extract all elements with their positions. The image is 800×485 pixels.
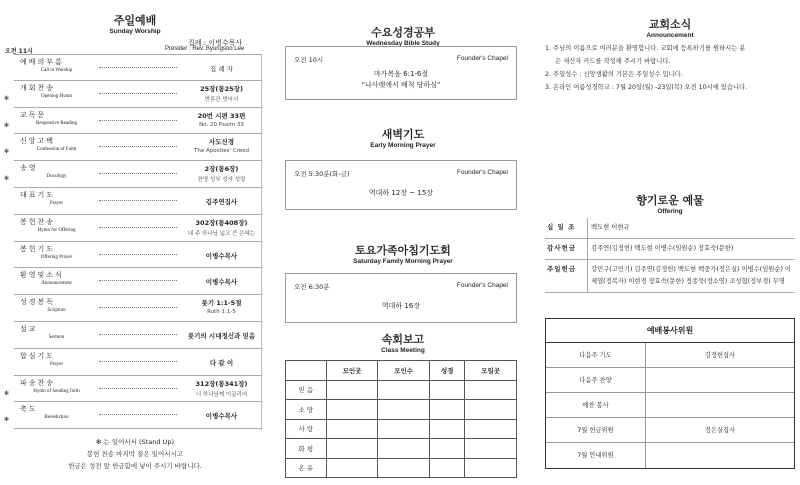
dawn-title: 새벽기도 — [381, 128, 425, 141]
table-header-cell: 모일곳 — [465, 361, 517, 381]
class-name: 믿 음 — [286, 380, 327, 400]
order-item-detail: 25장(통25장) — [200, 84, 243, 93]
order-item-ko: 합심기도 — [20, 351, 56, 360]
stand-up-mark: ✻ — [4, 389, 10, 397]
table-cell — [326, 400, 378, 420]
offering-header — [540, 192, 800, 215]
table-cell — [429, 439, 464, 459]
order-row — [14, 54, 262, 81]
order-item-ko: 개회찬송 — [20, 83, 56, 92]
volunteer-role: 7월 안내위원 — [546, 443, 646, 468]
order-row — [4, 134, 262, 161]
order-item-subdetail: 내 주 하나님 넓고 큰 은혜는 — [187, 230, 256, 237]
order-item-person: 다 같 이 — [209, 358, 234, 367]
table-cell — [378, 400, 430, 420]
order-item-en: Announcement — [41, 281, 72, 287]
saturday-box — [285, 273, 517, 323]
order-row — [14, 215, 262, 242]
table-cell — [378, 458, 430, 478]
sunday-worship-section — [0, 0, 270, 485]
stand-up-mark: ✻ — [4, 121, 10, 129]
order-item-en: Prayer — [49, 200, 64, 206]
table-cell — [378, 380, 430, 400]
table-cell — [465, 439, 517, 459]
order-item-ko: 성경봉독 — [20, 298, 56, 307]
order-item-subdetail: No. 20 Psalm 33 — [199, 121, 244, 128]
table-row — [286, 458, 517, 478]
order-item-person: 이병수목사 — [205, 251, 238, 260]
order-row — [14, 349, 262, 376]
order-row — [14, 242, 262, 269]
offering-row — [545, 218, 795, 239]
order-item-en: Hymn for Offering — [37, 227, 76, 233]
order-item-detail: 사도신경 — [208, 138, 235, 147]
order-item-ko: 파송찬송 — [20, 378, 56, 387]
order-item-detail: 룻기 1:1-5절 — [201, 299, 242, 308]
table-cell — [465, 419, 517, 439]
dotted-leader — [99, 120, 177, 121]
table-header-row — [286, 361, 517, 381]
table-cell — [378, 439, 430, 459]
order-row — [4, 161, 262, 188]
order-item-person: 이병수목사 — [205, 412, 238, 421]
saturday-subtitle: Saturday Family Morning Prayer — [353, 258, 453, 265]
dotted-leader — [99, 361, 177, 362]
dawn-time: 오전 5:30분(화-금) — [294, 170, 350, 178]
volunteer-role: 다음주 찬양 — [546, 368, 646, 392]
dotted-leader — [99, 227, 177, 228]
offering-label: 십 일 조 — [547, 223, 576, 231]
news-item: 은 새신자 카드를 작성해 주시기 바랍니다. — [555, 58, 671, 65]
news-list — [545, 42, 790, 94]
offering-row — [545, 239, 795, 260]
order-row — [14, 268, 262, 295]
order-item-subdetail: 찬양 성부 성자 성령 — [197, 177, 246, 184]
dotted-leader — [99, 388, 177, 389]
table-cell — [326, 458, 378, 478]
dotted-leader — [99, 307, 177, 308]
dotted-leader — [99, 414, 177, 415]
stand-up-mark: ✻ — [4, 94, 10, 102]
dotted-leader — [99, 173, 177, 174]
order-item-en: Hymn of Sending forth — [33, 388, 80, 394]
wednesday-title: 수요성경공부 — [371, 26, 435, 39]
order-item-ko: 예배의부름 — [20, 58, 64, 66]
dotted-leader — [99, 280, 177, 281]
offering-names: 백도현 이현규 — [587, 218, 795, 238]
order-item-subdetail: 너 하나님께 이끌리어 — [195, 391, 248, 398]
stand-up-mark: ✻ — [4, 175, 10, 183]
table-cell — [465, 458, 517, 478]
table-cell — [429, 400, 464, 420]
offering-note-1: 봉헌 찬송 마지막 절은 일어서시고 — [86, 450, 184, 458]
table-cell — [429, 419, 464, 439]
order-item-ko: 송영 — [20, 164, 38, 173]
dawn-subtitle: Early Morning Prayer — [370, 142, 436, 149]
news-title: 교회소식 — [648, 18, 692, 31]
class-meeting-table — [285, 360, 517, 478]
order-item-en: Confession of Faith — [36, 147, 77, 153]
dotted-leader — [99, 67, 177, 68]
order-item-en: Scripture — [47, 308, 66, 314]
order-item-detail: 20번 시편 33편 — [197, 111, 246, 120]
volunteer-name: 김정헌집사 — [704, 352, 736, 359]
worship-leader: 집례 : 이병수목사 — [188, 39, 243, 47]
order-row — [14, 295, 262, 322]
news-offering-section — [540, 0, 800, 485]
order-item-subdetail: 면류관 벗어서 — [204, 96, 239, 103]
dotted-leader — [99, 200, 177, 201]
table-row — [286, 439, 517, 459]
dawn-header — [283, 126, 523, 149]
order-item-en: Opening Hymn — [41, 93, 72, 99]
offering-note-2: 헌금은 성전 앞 헌금함에 넣어 주시기 바랍니다. — [68, 462, 202, 470]
table-row — [286, 400, 517, 420]
worship-presider: Presider : Rev. Byungsoo Lee — [165, 46, 245, 52]
table-header-cell — [286, 361, 327, 381]
order-item-detail: 312장(통341장) — [195, 379, 248, 388]
saturday-header — [283, 242, 523, 265]
order-item-person: 집 례 자 — [210, 65, 233, 73]
order-item-person: 김주연집사 — [205, 197, 238, 206]
volunteer-name — [646, 443, 794, 468]
table-row — [286, 380, 517, 400]
dotted-leader — [99, 254, 177, 255]
order-row — [4, 108, 262, 135]
wednesday-box — [285, 46, 517, 100]
offering-names: 강민구(고민기) 김주연(김정헌) 백도현 백중가(정은실) 이병수(임원순) 이제엽(정복자) 이현경 장효숙(문한) 정종묵(정소영) 조성협(정부경) 무명 — [587, 260, 795, 292]
order-item-en: Doxology — [46, 174, 67, 180]
order-row — [4, 402, 262, 429]
order-of-worship — [4, 54, 262, 429]
order-item-person: 룻기의 시대정신과 믿음 — [187, 331, 256, 340]
meeting-title: 속회보고 — [381, 333, 425, 346]
order-item-ko: 축도 — [20, 405, 38, 414]
order-row — [14, 322, 262, 349]
order-row — [14, 188, 262, 215]
dawn-passage: 역대하 12장 ~ 15장 — [368, 189, 434, 197]
table-cell — [326, 380, 378, 400]
news-header — [540, 16, 800, 39]
order-item-ko: 설교 — [20, 324, 38, 333]
meeting-header — [283, 331, 523, 354]
wednesday-passage: 마가복음 6:1-6절 — [373, 70, 429, 78]
table-cell — [465, 400, 517, 420]
news-item: 3. 온라인 여름성경학교 : 7월 20일(월) -23일(목) 오전 10시에 있습니다. — [545, 84, 748, 91]
offering-row — [545, 260, 795, 293]
table-cell — [378, 419, 430, 439]
order-item-ko: 교독문 — [20, 110, 47, 119]
order-item-en: Benediction — [44, 415, 69, 421]
order-item-detail: 302장(통408장) — [195, 218, 248, 227]
sunday-worship-subtitle: Sunday Worship — [109, 28, 161, 35]
meeting-subtitle: Class Meeting — [381, 347, 425, 354]
table-cell — [465, 380, 517, 400]
dotted-leader — [99, 334, 177, 335]
news-subtitle: Announcement — [646, 32, 694, 39]
order-item-en: Sermon — [48, 334, 65, 340]
table-cell — [326, 439, 378, 459]
order-item-en: Call to Worship — [40, 68, 73, 73]
order-item-ko: 봉헌찬송 — [20, 217, 56, 226]
wednesday-place: Founder's Chapel — [456, 55, 508, 62]
wednesday-header — [283, 24, 523, 47]
offering-title: 향기로운 예물 — [636, 194, 704, 207]
table-header-cell: 모인수 — [378, 361, 430, 381]
dotted-leader — [99, 93, 177, 94]
order-item-person: 이병수목사 — [205, 278, 238, 287]
wednesday-sermon-title: "나사렛에서 배척 당하심" — [361, 81, 441, 89]
order-item-ko: 환영및소식 — [20, 271, 64, 280]
dawn-place: Founder's Chapel — [456, 169, 508, 176]
volunteer-row — [546, 368, 794, 393]
volunteer-row — [546, 393, 794, 418]
order-item-ko: 봉헌기도 — [20, 244, 56, 253]
order-item-en: Prayer — [49, 361, 64, 367]
order-item-ko: 신앙고백 — [20, 137, 56, 146]
sunday-worship-title: 주일예배 — [113, 14, 157, 27]
wednesday-time: 오전 10시 — [294, 56, 324, 64]
order-item-en: Offering Prayer — [40, 254, 73, 260]
news-item: 1. 주님의 이름으로 여러분을 환영합니다. 교회에 등록하기를 원하시는 분 — [545, 45, 746, 52]
volunteer-row — [546, 418, 794, 443]
volunteer-name — [646, 368, 794, 392]
weekly-services-section — [283, 0, 523, 485]
class-name: 소 망 — [286, 400, 327, 420]
order-item-en: Responsive Reading — [36, 120, 77, 126]
order-item-subdetail: The Apostles' Creed — [194, 148, 249, 155]
stand-up-mark: ✻ — [4, 416, 10, 424]
table-header-cell: 성경 — [429, 361, 464, 381]
saturday-passage: 역대하 16장 — [381, 302, 421, 310]
sunday-worship-header — [0, 12, 270, 35]
class-name: 화 평 — [286, 439, 327, 459]
worship-time: 오전 11시 — [5, 48, 33, 55]
dotted-leader — [99, 146, 177, 147]
offering-names: 김주연(김정헌) 백도현 이병수(임원순) 장효숙(문한) — [587, 239, 795, 259]
volunteer-role: 다음주 기도 — [546, 343, 646, 367]
volunteer-name: 정은실집사 — [704, 427, 736, 434]
offering-label: 감사헌금 — [547, 244, 577, 252]
volunteer-row — [546, 343, 794, 368]
volunteers-title: 예배봉사위원 — [546, 319, 794, 343]
order-item-subdetail: Ruth 1:1-5 — [207, 309, 236, 316]
class-name: 사 랑 — [286, 419, 327, 439]
offering-list — [545, 218, 795, 293]
stand-up-mark: ✻ — [4, 148, 10, 156]
saturday-title: 토요가족아침기도회 — [355, 244, 451, 257]
table-cell — [429, 458, 464, 478]
wednesday-subtitle: Wednesday Bible Study — [366, 40, 440, 47]
table-cell — [326, 419, 378, 439]
order-item-ko: 대표기도 — [20, 190, 56, 199]
news-item: 2. 주일성수 : 신앙생활의 기본은 주일성수 입니다. — [545, 71, 683, 78]
order-row — [4, 376, 262, 403]
table-row — [286, 419, 517, 439]
volunteer-role: 7월 헌금위원 — [546, 418, 646, 442]
order-item-detail: 2장(통6장) — [204, 165, 239, 174]
order-row — [4, 81, 262, 108]
volunteer-name — [646, 393, 794, 417]
volunteer-role: 예찬 봉사 — [546, 393, 646, 417]
saturday-place: Founder's Chapel — [456, 282, 508, 289]
offering-subtitle: Offering — [657, 208, 683, 215]
offering-label: 주일헌금 — [547, 265, 577, 273]
volunteer-row — [546, 443, 794, 468]
saturday-time: 오전 6:30분 — [294, 283, 330, 291]
table-header-cell: 모인곳 — [326, 361, 378, 381]
volunteers-table — [545, 318, 795, 469]
class-name: 온 유 — [286, 458, 327, 478]
table-cell — [429, 380, 464, 400]
stand-up-note: ✻ 는 일어서서 (Stand Up) — [96, 438, 174, 446]
dawn-box — [285, 160, 517, 210]
